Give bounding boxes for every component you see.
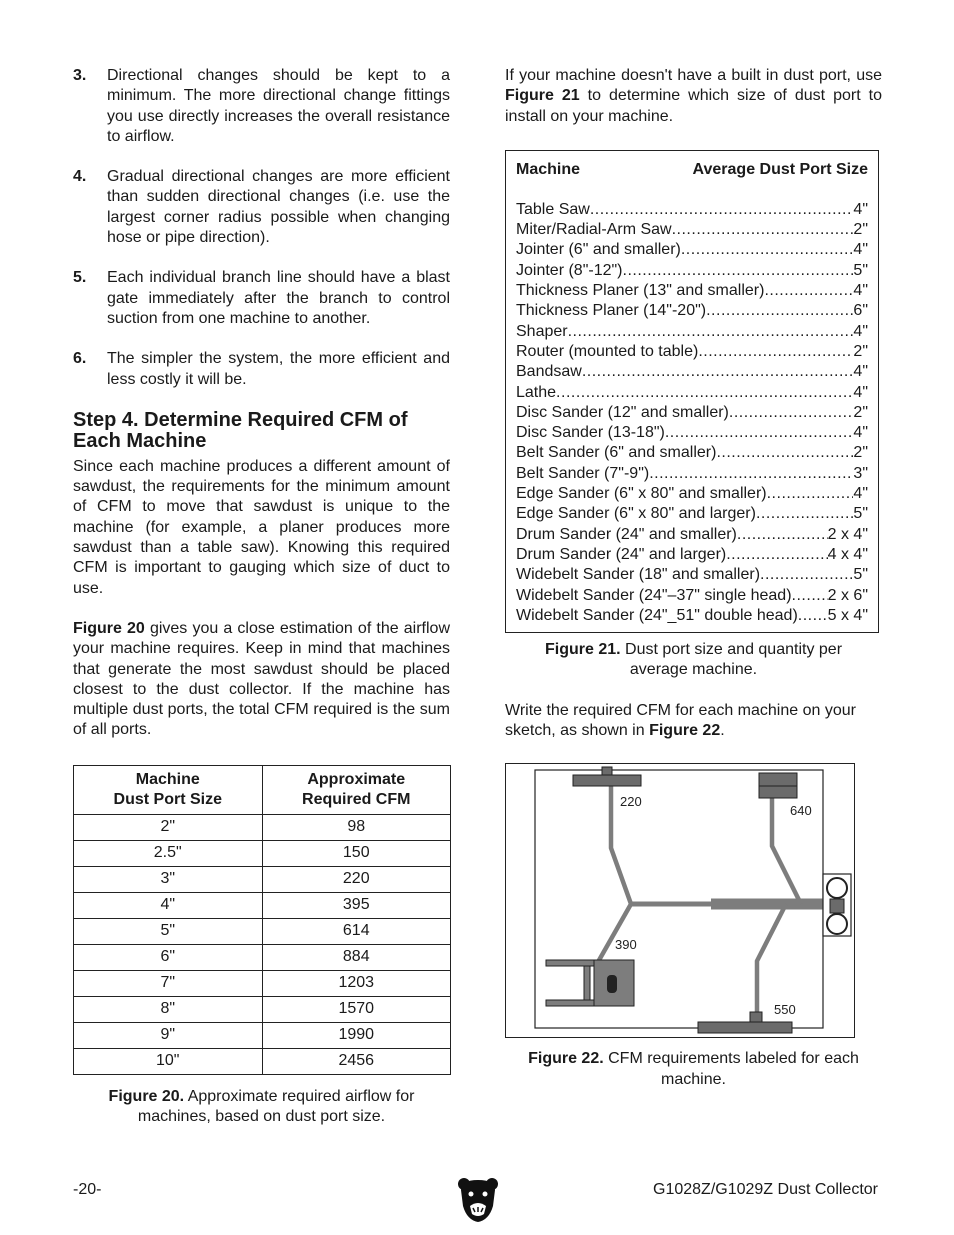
list-item bbox=[516, 200, 868, 220]
port-size: 4" bbox=[853, 200, 868, 218]
bandsaw-post bbox=[584, 966, 590, 1000]
list-item bbox=[516, 403, 868, 423]
dot-leader bbox=[623, 261, 854, 281]
collector-inlet bbox=[830, 899, 844, 913]
machine-name: Thickness Planer (13" and smaller) bbox=[516, 282, 765, 300]
bandsaw-arm-bottom bbox=[546, 1000, 594, 1006]
dot-leader bbox=[767, 484, 854, 504]
dust-port-size-cell: 4" bbox=[74, 892, 263, 918]
list-item bbox=[516, 383, 868, 403]
table-row bbox=[74, 866, 451, 892]
bandsaw-blade bbox=[607, 975, 617, 993]
list-item bbox=[516, 261, 868, 281]
caption-text: Approximate required airflow for machines, based on dust port size. bbox=[137, 1087, 415, 1126]
port-size: 5" bbox=[853, 505, 868, 523]
port-size: 2" bbox=[853, 342, 868, 360]
machine-name: Widebelt Sander (18" and smaller) bbox=[516, 566, 761, 584]
dot-leader bbox=[672, 220, 854, 240]
table-row bbox=[74, 1048, 451, 1074]
port-size: 4" bbox=[853, 282, 868, 300]
port-size: 4" bbox=[853, 383, 868, 401]
machine-name: Widebelt Sander (24"–37" single head) bbox=[516, 586, 792, 604]
list-item bbox=[516, 240, 868, 260]
step4-paragraph-2 bbox=[73, 619, 450, 741]
list-item bbox=[516, 504, 868, 524]
dust-port-size-cell: 6" bbox=[74, 944, 263, 970]
dust-port-size-cell: 7" bbox=[74, 970, 263, 996]
step-item bbox=[73, 268, 450, 329]
machine-name: Belt Sander (7"-9") bbox=[516, 464, 650, 482]
dot-leader bbox=[726, 545, 827, 565]
list-item bbox=[516, 484, 868, 504]
required-cfm-cell: 1570 bbox=[262, 996, 451, 1022]
port-size: 2 x 6" bbox=[827, 586, 868, 604]
machine-name: Router (mounted to table) bbox=[516, 342, 699, 360]
step-number: 5. bbox=[73, 269, 87, 287]
branch-duct-550 bbox=[757, 904, 786, 1016]
figure-22-diagram bbox=[505, 763, 855, 1038]
port-size: 5" bbox=[853, 261, 868, 279]
port-size: 2" bbox=[853, 221, 868, 239]
intro-paragraph bbox=[505, 66, 882, 127]
dust-port-size-cell: 9" bbox=[74, 1022, 263, 1048]
list-item bbox=[516, 301, 868, 321]
dot-leader bbox=[590, 200, 854, 220]
bear-head-logo bbox=[457, 1176, 499, 1224]
router-table-symbol bbox=[698, 1022, 792, 1033]
machine-name: Jointer (8"-12") bbox=[516, 261, 623, 279]
port-size: 4 x 4" bbox=[827, 545, 868, 563]
step-item bbox=[73, 349, 450, 390]
machine-name: Disc Sander (13-18") bbox=[516, 424, 665, 442]
list-item bbox=[516, 606, 868, 626]
list-item bbox=[516, 220, 868, 240]
left-column bbox=[73, 66, 450, 1127]
port-size: 4" bbox=[853, 485, 868, 503]
step-number: 4. bbox=[73, 168, 87, 186]
port-size: 4" bbox=[853, 363, 868, 381]
write-cfm-text-end: . bbox=[720, 722, 725, 740]
header-line: Required CFM bbox=[302, 790, 411, 808]
dot-leader bbox=[649, 464, 853, 484]
right-column bbox=[505, 66, 882, 1090]
bandsaw-arm-top bbox=[546, 960, 594, 966]
dust-port-size-cell: 3" bbox=[74, 866, 263, 892]
list-item bbox=[516, 362, 868, 382]
required-cfm-cell: 2456 bbox=[262, 1048, 451, 1074]
table-row bbox=[74, 918, 451, 944]
figure-21-reference: Figure 21 bbox=[505, 87, 580, 105]
dot-leader bbox=[681, 240, 854, 260]
table-row bbox=[74, 814, 451, 840]
machine-name: Bandsaw bbox=[516, 363, 582, 381]
machine-name: Edge Sander (6" x 80" and larger) bbox=[516, 505, 756, 523]
required-cfm-cell: 150 bbox=[262, 840, 451, 866]
cfm-label-640: 640 bbox=[790, 803, 812, 819]
step4-paragraph-1: Since each machine produces a different amount of sawdust, the requirements for the minimum amount of CFM to move that sawdust is unique to the machine (for example, a planer produces more sawdust than a table saw). Knowing this required CFM is important to gauging which size of duct to use. bbox=[73, 457, 450, 597]
port-size: 5 x 4" bbox=[827, 606, 868, 624]
machine-name: Drum Sander (24" and larger) bbox=[516, 545, 727, 563]
dot-leader bbox=[698, 342, 853, 362]
dot-leader bbox=[764, 281, 853, 301]
port-size: 6" bbox=[853, 302, 868, 320]
list-item bbox=[516, 525, 868, 545]
average-size-header: Average Dust Port Size bbox=[692, 160, 868, 178]
figure-20-reference: Figure 20 bbox=[73, 619, 145, 637]
dot-leader bbox=[760, 565, 853, 585]
table-row bbox=[74, 970, 451, 996]
caption-label: Figure 21. bbox=[544, 641, 621, 659]
shop-layout-sketch bbox=[506, 764, 852, 1035]
required-cfm-cell: 220 bbox=[262, 866, 451, 892]
step-item bbox=[73, 167, 450, 248]
write-cfm-text: Write the required CFM for each machine on your sketch, as shown in bbox=[505, 701, 856, 740]
cfm-table-body bbox=[74, 814, 451, 1074]
dot-leader bbox=[568, 322, 854, 342]
list-item bbox=[516, 281, 868, 301]
page-number: -20- bbox=[73, 1181, 102, 1198]
figure-21-caption bbox=[505, 640, 882, 681]
step-text: Each individual branch line should have a blast gate immediately after the branch to control suction from one machine to another. bbox=[107, 269, 450, 327]
required-cfm-cell: 884 bbox=[262, 944, 451, 970]
step-number: 6. bbox=[73, 350, 87, 368]
header-line: Machine bbox=[135, 770, 200, 788]
machine-name: Jointer (6" and smaller) bbox=[516, 241, 681, 259]
caption-label: Figure 20. bbox=[108, 1087, 185, 1105]
header-line: Dust Port Size bbox=[113, 790, 222, 808]
machine-name: Lathe bbox=[516, 383, 557, 401]
machine-name: Shaper bbox=[516, 322, 568, 340]
step4-paragraph-2-text: gives you a close estimation of the airflow your machine requires. Keep in mind that machines that generate the most sawdust should be placed closest to the dust collector. If the machine has multiple dust ports, the total CFM required is the sum of all ports. bbox=[73, 619, 451, 739]
port-list-header bbox=[516, 160, 868, 180]
saw-port bbox=[602, 767, 612, 775]
dust-port-size-cell: 5" bbox=[74, 918, 263, 944]
step-text: The simpler the system, the more efficient and less costly it will be. bbox=[107, 350, 450, 388]
dot-leader bbox=[756, 504, 853, 524]
port-size: 2" bbox=[853, 403, 868, 421]
figure-22-reference: Figure 22 bbox=[649, 722, 721, 740]
port-size: 4" bbox=[853, 241, 868, 259]
dot-leader bbox=[798, 606, 828, 626]
table-row bbox=[74, 840, 451, 866]
list-item bbox=[516, 423, 868, 443]
cfm-table-header bbox=[74, 765, 451, 814]
intro-text-end: to determine which size of dust port to install on your machine. bbox=[505, 87, 882, 125]
collector-filter-top bbox=[827, 878, 847, 898]
dust-port-size-cell: 2" bbox=[74, 814, 263, 840]
port-size: 2 x 4" bbox=[827, 525, 868, 543]
dot-leader bbox=[737, 525, 828, 545]
dot-leader bbox=[792, 586, 828, 606]
dot-leader bbox=[582, 362, 854, 382]
machine-name: Miter/Radial-Arm Saw bbox=[516, 221, 672, 239]
dot-leader bbox=[556, 383, 853, 403]
list-item bbox=[516, 565, 868, 585]
dot-leader bbox=[706, 301, 853, 321]
table-row bbox=[74, 996, 451, 1022]
machine-name: Drum Sander (24" and smaller) bbox=[516, 525, 737, 543]
required-cfm-cell: 1203 bbox=[262, 970, 451, 996]
bear-logo-svg bbox=[457, 1176, 499, 1224]
machine-name: Thickness Planer (14"-20") bbox=[516, 302, 707, 320]
caption-text: CFM requirements labeled for each machine. bbox=[603, 1050, 859, 1088]
machine-name: Table Saw bbox=[516, 200, 590, 218]
step-text: Gradual directional changes are more efficient than sudden directional changes (i.e. use the largest corner radius possible when changing hose or pipe direction). bbox=[107, 168, 450, 247]
table-saw-symbol bbox=[573, 775, 641, 786]
dust-port-size-header bbox=[74, 765, 263, 814]
dust-port-size-list bbox=[505, 150, 879, 633]
dust-port-size-cell: 10" bbox=[74, 1048, 263, 1074]
step-number: 3. bbox=[73, 67, 87, 84]
cfm-label-390: 390 bbox=[615, 937, 637, 953]
steps-list bbox=[73, 66, 450, 390]
dot-leader bbox=[665, 423, 854, 443]
list-item bbox=[516, 464, 868, 484]
write-cfm-paragraph bbox=[505, 701, 882, 742]
port-size: 3" bbox=[853, 464, 868, 482]
figure-22-caption bbox=[505, 1049, 882, 1090]
list-item bbox=[516, 545, 868, 565]
port-size: 4" bbox=[853, 322, 868, 340]
table-row bbox=[74, 1022, 451, 1048]
port-size: 5" bbox=[853, 566, 868, 584]
required-cfm-header bbox=[262, 765, 451, 814]
caption-text: Dust port size and quantity per average machine. bbox=[620, 641, 843, 679]
list-item bbox=[516, 322, 868, 342]
port-rows bbox=[516, 200, 868, 626]
table-row bbox=[74, 944, 451, 970]
header-line: Approximate bbox=[307, 770, 406, 788]
intro-text: If your machine doesn't have a built in dust port, use bbox=[505, 67, 882, 84]
cfm-label-550: 550 bbox=[774, 1002, 796, 1018]
port-size: 4" bbox=[853, 424, 868, 442]
dot-leader bbox=[729, 403, 854, 423]
required-cfm-cell: 98 bbox=[262, 814, 451, 840]
required-cfm-cell: 1990 bbox=[262, 1022, 451, 1048]
step4-heading: Step 4. Determine Required CFM of Each Machine bbox=[73, 408, 408, 452]
machine-name: Disc Sander (12" and smaller) bbox=[516, 403, 729, 421]
dust-port-size-cell: 2.5" bbox=[74, 840, 263, 866]
machine-name: Widebelt Sander (24"_51" double head) bbox=[516, 606, 798, 624]
machine-name: Edge Sander (6" x 80" and smaller) bbox=[516, 485, 767, 503]
step-text: Directional changes should be kept to a minimum. The more directional change fittings you use directly increases the overall resistance to airflow. bbox=[107, 67, 450, 145]
list-item bbox=[516, 443, 868, 463]
machine-header: Machine bbox=[516, 160, 581, 178]
branch-duct-390 bbox=[598, 904, 631, 962]
machine-name: Belt Sander (6" and smaller) bbox=[516, 444, 717, 462]
cfm-label-220: 220 bbox=[620, 794, 642, 810]
required-cfm-cell: 614 bbox=[262, 918, 451, 944]
cfm-table bbox=[73, 765, 451, 1075]
manual-title: G1028Z/G1029Z Dust Collector bbox=[653, 1181, 878, 1198]
collector-filter-bottom bbox=[827, 914, 847, 934]
dot-leader bbox=[716, 443, 853, 463]
port-size: 2" bbox=[853, 444, 868, 462]
dust-port-size-cell: 8" bbox=[74, 996, 263, 1022]
router-port bbox=[750, 1012, 762, 1022]
figure-20-caption bbox=[73, 1087, 450, 1128]
required-cfm-cell: 395 bbox=[262, 892, 451, 918]
list-item bbox=[516, 586, 868, 606]
caption-label: Figure 22. bbox=[528, 1050, 604, 1068]
list-item bbox=[516, 342, 868, 362]
table-row bbox=[74, 892, 451, 918]
step-item bbox=[73, 66, 450, 147]
